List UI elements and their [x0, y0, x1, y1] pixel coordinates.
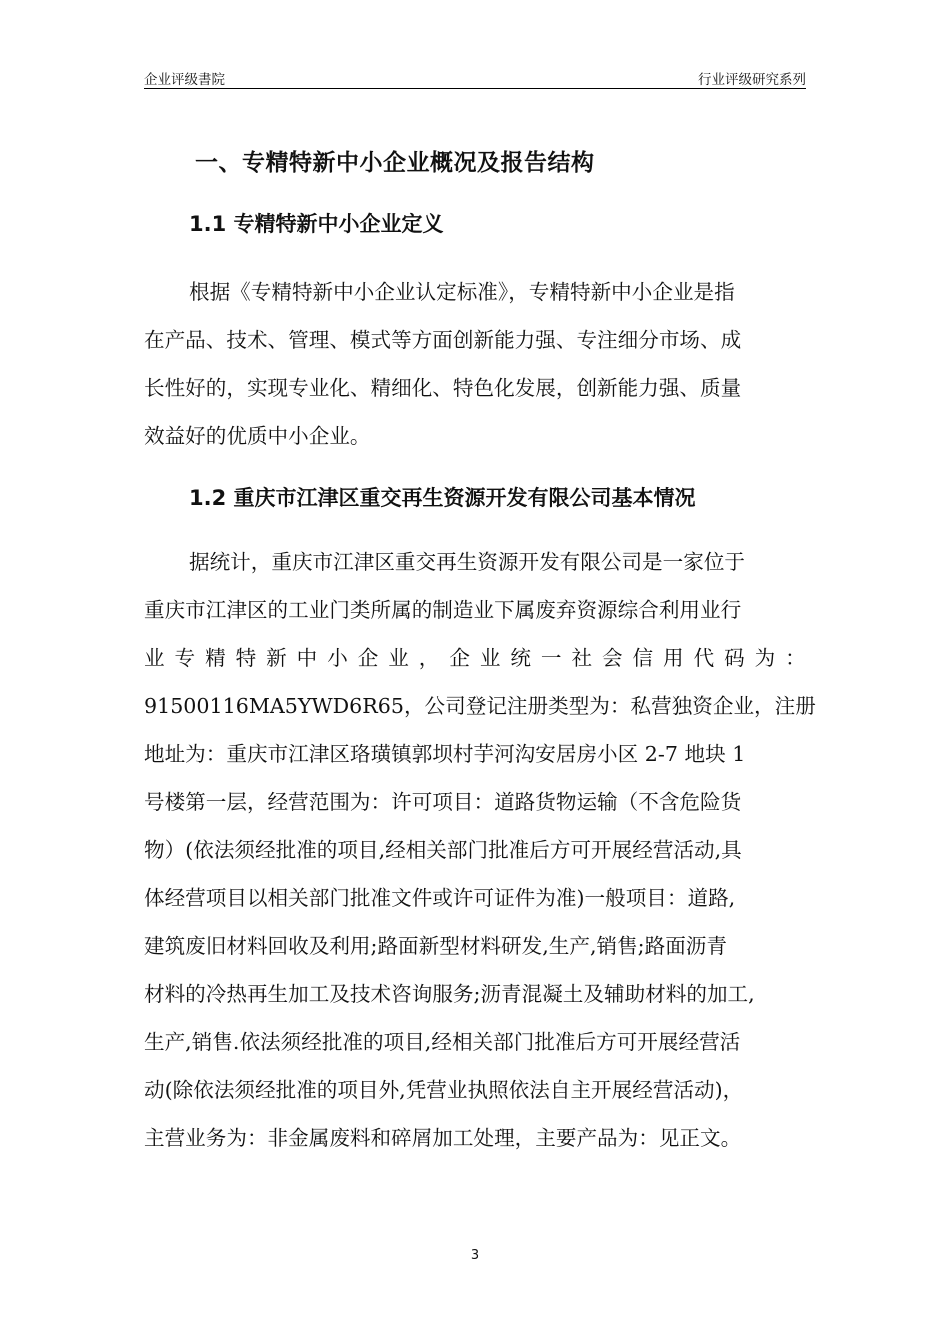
- justified-char: 信: [632, 646, 654, 670]
- paragraph-line: 在产品、技术、管理、模式等方面创新能力强、专注细分市场、成: [144, 328, 742, 352]
- section-heading-1-2: 1.2 重庆市江津区重交再生资源开发有限公司基本情况: [189, 486, 696, 510]
- justified-char: 码: [724, 646, 745, 670]
- justified-char: ：: [785, 646, 806, 670]
- paragraph-line: 动(除依法须经批准的项目外,凭营业执照依法自主开展经营活动)，: [144, 1078, 744, 1102]
- paragraph-line: 据统计，重庆市江津区重交再生资源开发有限公司是一家位于: [189, 550, 746, 574]
- justified-char: 业: [144, 646, 165, 670]
- paragraph-line: 主营业务为：非金属废料和碎屑加工处理，主要产品为：见正文。: [144, 1126, 742, 1150]
- paragraph-line: 生产,销售.依法须经批准的项目,经相关部门批准后方可开展经营活: [144, 1030, 741, 1054]
- company-info-paragraph: [144, 538, 816, 1162]
- paragraph-line: 91500116MA5YWD6R65，公司登记注册类型为：私营独资企业，注册: [144, 694, 816, 718]
- page-number: 3: [470, 1248, 480, 1263]
- justified-char: 精: [205, 646, 226, 670]
- paragraph-line: 地址为：重庆市江津区珞璜镇郭坝村芋河沟安居房小区 2-7 地块 1: [144, 742, 746, 766]
- paragraph-line: 建筑废旧材料回收及利用;路面新型材料研发,生产,销售;路面沥青: [144, 934, 727, 958]
- justified-char: 统: [510, 646, 531, 670]
- header-left-text: 企业评级書院: [144, 72, 225, 88]
- justified-char: 小: [327, 646, 348, 670]
- paragraph-line: 物）(依法须经批准的项目,经相关部门批准后方可开展经营活动,具: [144, 838, 742, 862]
- justified-char: 为: [754, 646, 776, 670]
- justified-char: ，: [418, 646, 440, 670]
- justified-char: 一: [540, 646, 562, 670]
- justified-char: 新: [266, 646, 287, 670]
- justified-char: 企: [449, 646, 470, 670]
- paragraph-line: 长性好的，实现专业化、精细化、特色化发展，创新能力强、质量: [144, 376, 742, 400]
- justified-char: 特: [235, 646, 257, 670]
- justified-char: 业: [388, 646, 409, 670]
- page-header: [144, 66, 806, 89]
- definition-paragraph: [144, 268, 806, 460]
- justified-char: 用: [663, 646, 684, 670]
- justified-char: 社: [571, 646, 593, 670]
- paragraph-line-justified: [144, 634, 806, 682]
- justified-char: 会: [601, 646, 623, 670]
- paragraph-line: 效益好的优质中小企业。: [144, 424, 371, 448]
- justified-char: 中: [296, 646, 318, 670]
- paragraph-line: 根据《专精特新中小企业认定标准》，专精特新中小企业是指: [189, 280, 735, 304]
- justified-char: 专: [174, 646, 196, 670]
- paragraph-line: 重庆市江津区的工业门类所属的制造业下属废弃资源综合利用业行: [144, 598, 742, 622]
- justified-char: 业: [479, 646, 501, 670]
- justified-char: 代: [693, 646, 715, 670]
- paragraph-line: 号楼第一层，经营范围为：许可项目：道路货物运输（不含危险货: [144, 790, 742, 814]
- justified-char: 企: [357, 646, 379, 670]
- paragraph-line: 体经营项目以相关部门批准文件或许可证件为准)一般项目：道路,: [144, 886, 736, 910]
- header-right-text: 行业评级研究系列: [698, 72, 806, 88]
- section-heading-1-1: 1.1 专精特新中小企业定义: [189, 212, 444, 236]
- section-heading-1: 一、专精特新中小企业概况及报告结构: [195, 150, 595, 176]
- paragraph-line: 材料的冷热再生加工及技术咨询服务;沥青混凝土及辅助材料的加工,: [144, 982, 755, 1006]
